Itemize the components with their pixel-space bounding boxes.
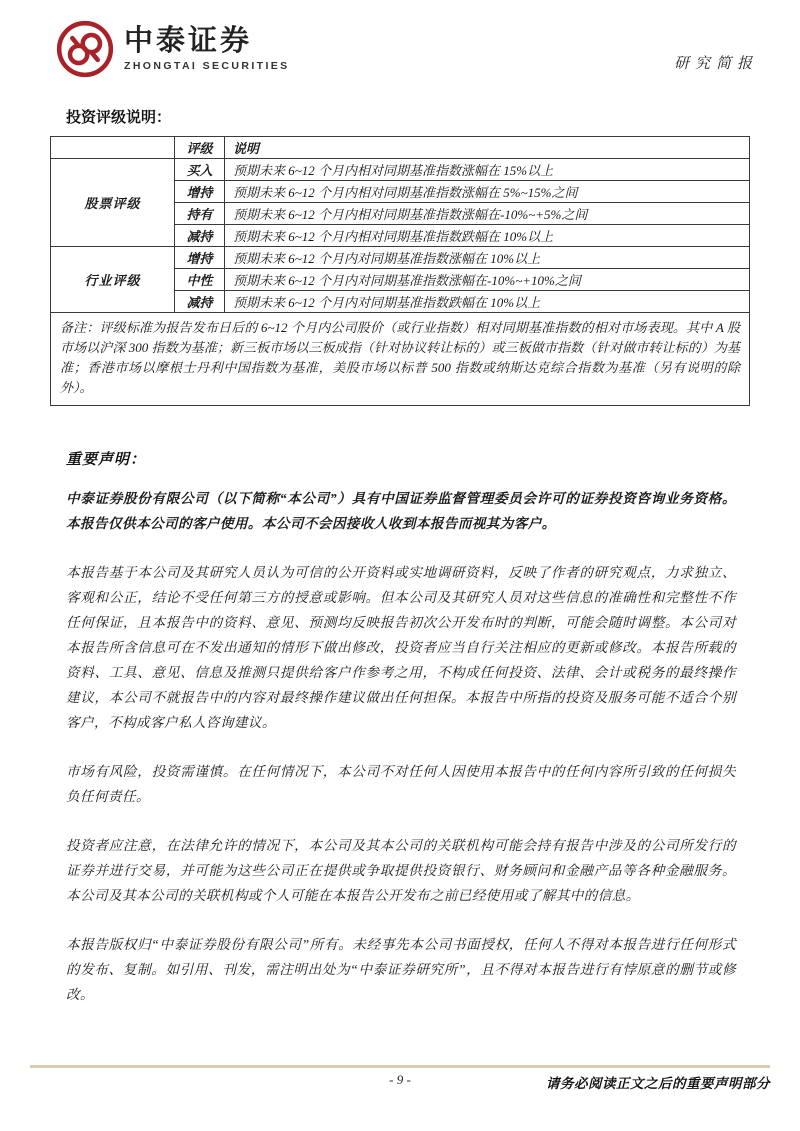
rating-cell: 增持 xyxy=(175,247,225,269)
statement-section-title: 重要声明： xyxy=(66,452,147,468)
statement-lead-paragraph: 中泰证券股份有限公司（以下简称“本公司”）具有中国证券监督管理委员会许可的证券投资咨询业务资格。本报告仅供本公司的客户使用。本公司不会因接收人收到本报告而视其为客户。 xyxy=(66,491,736,531)
statement-paragraph: 本报告基于本公司及其研究人员认为可信的公开资料或实地调研资料，反映了作者的研究观点，力求独立、客观和公正，结论不受任何第三方的授意或影响。但本公司及其研究人员对这些信息的准确性和完整性不作任何保证，且本报告中的资料、意见、预测均反映报告初次公开发布时的判断，可能会随时调整。本公司对本报告所含信息可在不发出通知的情形下做出修改，投资者应当自行关注相应的更新或修改。本报告所载的资料、工具、意见、信息及推测只提供给客户作参考之用，不构成任何投资、法律、会计或税务的最终操作建议，本公司不就报告中的内容对最终操作建议做出任何担保。本报告中所指的投资及服务可能不适合个别客户，不构成客户私人咨询建议。 xyxy=(66,565,736,730)
statement-paragraph: 本报告版权归“中泰证券股份有限公司”所有。未经事先本公司书面授权，任何人不得对本报告进行任何形式的发布、复制。如引用、刊发，需注明出处为“中泰证券研究所”，且不得对本报告进行有悖原意的删节或修改。 xyxy=(66,937,736,1002)
description-cell: 预期未来 6~12 个月内对同期基准指数跌幅在 10%以上 xyxy=(225,291,750,313)
rating-cell: 买入 xyxy=(175,159,225,181)
table-row xyxy=(51,247,750,269)
table-row xyxy=(51,159,750,181)
rating-cell: 减持 xyxy=(175,225,225,247)
page-header xyxy=(0,0,800,96)
description-cell: 预期未来 6~12 个月内对同期基准指数涨幅在-10%~+10%之间 xyxy=(225,269,750,291)
page-number: - 9 - xyxy=(389,1072,411,1087)
logo-text xyxy=(124,26,290,72)
logo-name-cn: 中泰证券 xyxy=(124,25,253,58)
description-cell: 预期未来 6~12 个月内对同期基准指数涨幅在 10%以上 xyxy=(225,247,750,269)
footer-divider xyxy=(30,1065,770,1068)
industry-rating-category: 行业评级 xyxy=(51,247,175,313)
description-cell: 预期未来 6~12 个月内相对同期基准指数跌幅在 10%以上 xyxy=(225,225,750,247)
zhongtai-emblem-icon xyxy=(56,20,114,78)
rating-section-title: 投资评级说明： xyxy=(66,109,172,126)
report-type-label: 研究简报 xyxy=(673,56,758,72)
logo xyxy=(56,20,290,78)
table-note-row xyxy=(51,313,750,406)
statement-paragraph: 市场有风险，投资需谨慎。在任何情况下，本公司不对任何人因使用本报告中的任何内容所引致的任何损失负任何责任。 xyxy=(66,764,736,804)
description-cell: 预期未来 6~12 个月内相对同期基准指数涨幅在 5%~15%之间 xyxy=(225,181,750,203)
rating-table xyxy=(50,136,750,406)
description-cell: 预期未来 6~12 个月内相对同期基准指数涨幅在-10%~+5%之间 xyxy=(225,203,750,225)
rating-cell: 增持 xyxy=(175,181,225,203)
rating-column-header: 评级 xyxy=(175,137,225,159)
stock-rating-category: 股票评级 xyxy=(51,159,175,247)
rating-cell: 减持 xyxy=(175,291,225,313)
rating-cell: 中性 xyxy=(175,269,225,291)
rating-table-header-row xyxy=(51,137,750,159)
description-cell: 预期未来 6~12 个月内相对同期基准指数涨幅在 15%以上 xyxy=(225,159,750,181)
rating-table-corner-cell xyxy=(51,137,175,159)
rating-cell: 持有 xyxy=(175,203,225,225)
rating-note: 备注：评级标准为报告发布日后的 6~12 个月内公司股价（或行业指数）相对同期基准指数的相对市场表现。其中 A 股市场以沪深 300 指数为基准；新三板市场以三板成指（针对协议转让标的）或三板做市指数（针对做市转让标的）为基准；香港市场以摩根士丹利中国指数为基准，美股市场以标普 500 指数或纳斯达克综合指数为基准（另有说明的除外）。 xyxy=(51,313,750,406)
statement-paragraph: 投资者应注意，在法律允许的情况下，本公司及其本公司的关联机构可能会持有报告中涉及的公司所发行的证券并进行交易，并可能为这些公司正在提供或争取提供投资银行、财务顾问和金融产品等各种金融服务。本公司及其本公司的关联机构或个人可能在本报告公开发布之前已经使用或了解其中的信息。 xyxy=(66,838,736,903)
footer-disclaimer-notice: 请务必阅读正文之后的重要声明部分 xyxy=(546,1076,770,1091)
description-column-header: 说明 xyxy=(225,137,750,159)
logo-name-en: ZHONGTAI SECURITIES xyxy=(124,59,290,72)
